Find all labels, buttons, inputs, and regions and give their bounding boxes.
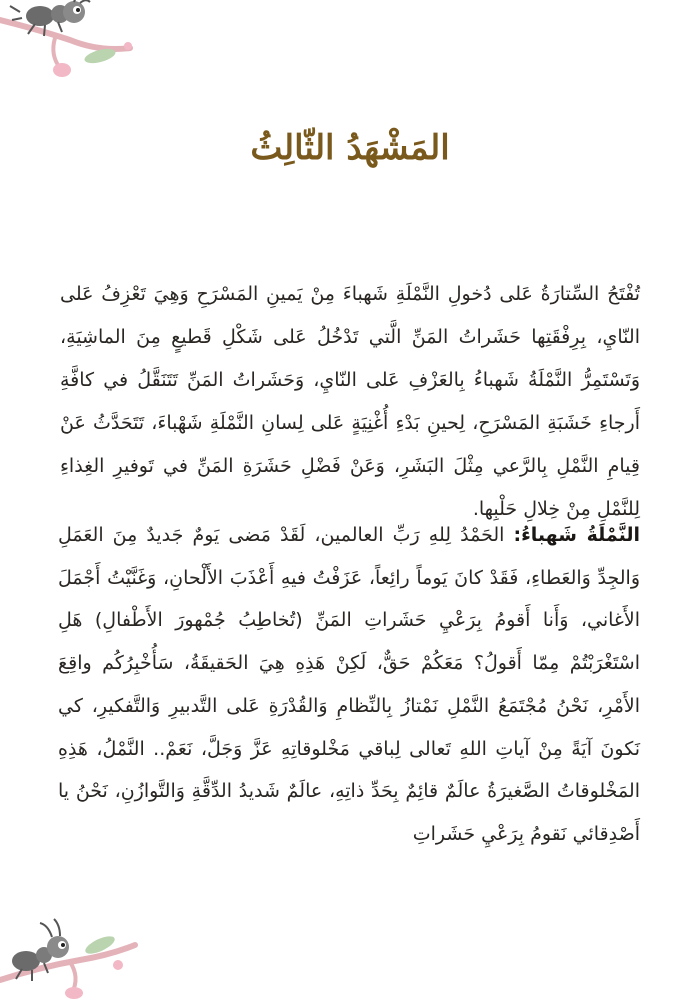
stage-direction: تُفْتَحُ السِّتارَةُ عَلى دُخولِ النَّمْلَةِ شَهباءَ مِنْ يَمينِ المَسْرَحِ وَهِيَ تَعْزِفُ عَلى النّايِ، بِرِفْقَتِها حَشَراتُ المَنِّ الَّتي تَدْخُلُ عَلى شَكْلِ قَطيعٍ مِنَ الماشِيَةِ، وَتَسْتَمِرُّ النَّمْلَةُ شَهباءُ بِالعَزْفِ عَلى النّايِ، وَحَشَراتُ المَنِّ تَتَنَقَّلُ في كافَّةِ أَرجاءِ خَشَبَةِ المَسْرَحِ، لِحينِ بَدْءِ أُغْنِيَةٍ عَلى لِسانِ النَّمْلَةِ شَهْباءَ، تَتَحَدَّثُ عَنْ قِيامِ النَّمْلِ بِالرَّعي مِثْلَ البَشَرِ، وَعَنْ فَضْلِ حَشَرَةِ المَنِّ في تَوفيرِ الغِذاءِ لِلنَّمْلِ مِنْ خِلالِ حَلْبِها.	[60, 283, 640, 520]
dialogue-block	[58, 514, 640, 856]
ant-on-branch-icon	[0, 905, 140, 1000]
ant-on-branch-icon	[0, 0, 140, 80]
dialogue-text: الحَمْدُ لِلهِ رَبِّ العالمين، لَقَدْ مَضى يَومٌ جَديدٌ مِنَ العَمَلِ وَالجِدِّ وَالعَطاءِ، فَقَدْ كانَ يَوماً رائِعاً، عَزَفْتُ فيهِ أَعْذَبَ الأَلْحانِ، وَغَنَّيْتُ أَجْمَلَ الأَغاني، وَأَنا أَقومُ بِرَعْيِ حَشَراتِ المَنِّ (تُخاطِبُ جُمْهورَ الأَطْفالِ) هَلِ اسْتَغْرَبْتُمْ مِمّا أَقولُ؟ مَعَكُمْ حَقٌّ، لَكِنْ هَذِهِ هِيَ الحَقيقَةُ، سَأُخْبِرُكُم واقِعَ الأَمْرِ، نَحْنُ مُجْتَمَعُ النَّمْلِ نَمْتازُ بِالنِّظامِ وَالقُدْرَةِ عَلى التَّدبيرِ وَالتَّفكيرِ، كي نَكونَ آيَةً مِنْ آياتِ اللهِ تَعالى لِباقي مَخْلوقاتِهِ عَزَّ وَجَلَّ، نَعَمْ.. النَّمْلُ، هَذِهِ المَخْلوقاتُ الصَّغيرَةُ عالَمٌ قائِمٌ بِحَدِّ ذاتِهِ، عالَمٌ شَديدُ الدِّقَّةِ وَالتَّوازُنِ، نَحْنُ يا أَصْدِقائي نَقومُ بِرَعْيِ حَشَراتِ	[58, 524, 640, 845]
scene-title: المَشْهَدُ الثّالِثُ	[250, 128, 450, 168]
speaker-name: النَّمْلَةُ شَهباءُ:	[513, 524, 640, 546]
